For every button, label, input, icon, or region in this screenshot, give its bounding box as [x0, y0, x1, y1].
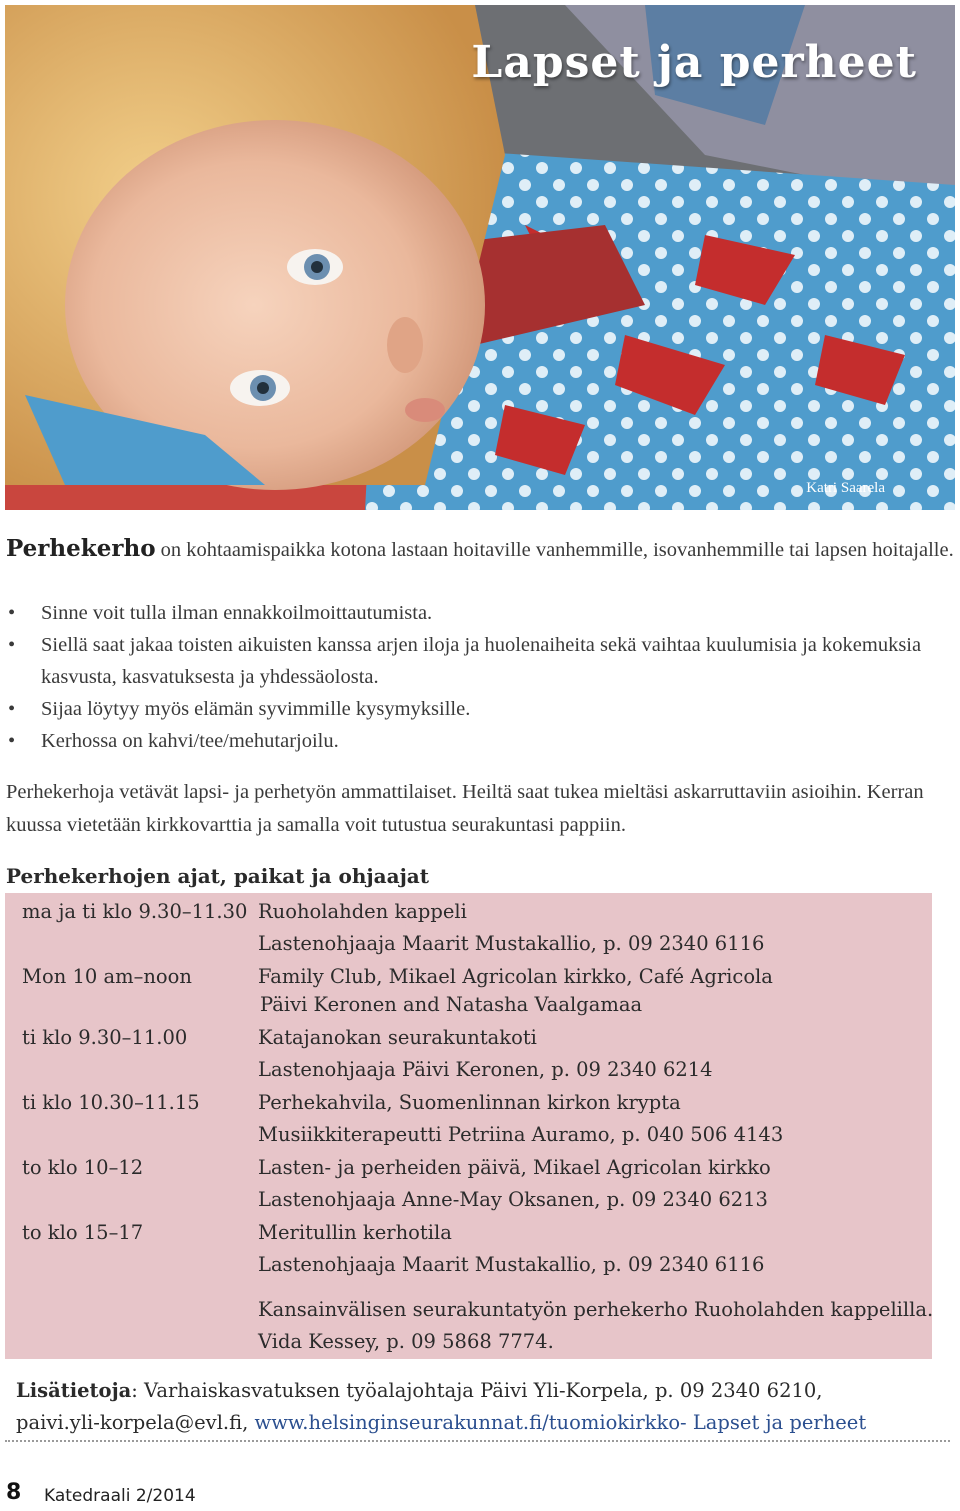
international-club-contact: Vida Kessey, p. 09 5868 7774. — [258, 1330, 554, 1353]
publication-name: Katedraali 2/2014 — [44, 1486, 196, 1506]
schedule-heading: Perhekerhojen ajat, paikat ja ohjaajat — [6, 864, 429, 888]
email-link[interactable]: paivi.yli-korpela@evl.fi, — [16, 1411, 249, 1434]
intro-paragraph — [6, 533, 954, 566]
schedule-leader: Päivi Keronen and Natasha Vaalgamaa — [260, 993, 643, 1016]
schedule-place: Katajanokan seurakuntakoti — [258, 1026, 537, 1049]
schedule-time: to klo 15–17 — [22, 1221, 144, 1244]
international-club-line: Kansainvälisen seurakuntatyön perhekerho Ruoholahden kappelilla. — [258, 1298, 934, 1321]
staff-paragraph: Perhekerhoja vetävät lapsi- ja perhetyön ammattilaiset. Heiltä saat tukea mieltäsi askarruttaviin asioihin. Kerran kuussa vietetään kirkkovarttia ja samalla voit tutustua seurakuntasi pappiin. — [6, 781, 924, 836]
schedule-leader: Musiikkiterapeutti Petriina Auramo, p. 040 506 4143 — [258, 1123, 784, 1146]
list-item: • Kerhossa on kahvi/tee/mehutarjoilu. — [6, 725, 954, 757]
schedule-leader: Lastenohjaaja Maarit Mustakallio, p. 09 2340 6116 — [258, 932, 765, 955]
schedule-leader: Lastenohjaaja Päivi Keronen, p. 09 2340 6214 — [258, 1058, 713, 1081]
schedule-place: Lasten- ja perheiden päivä, Mikael Agricolan kirkko — [258, 1156, 771, 1179]
bullet-icon: • — [8, 730, 16, 752]
photo-credit: Katri Saarela — [806, 480, 885, 496]
schedule-place: Ruoholahden kappeli — [258, 900, 467, 923]
bullet-icon: • — [8, 602, 16, 624]
list-item: • Sijaa löytyy myös elämän syvimmille kysymyksille. — [6, 693, 954, 725]
bullet-icon: • — [8, 634, 16, 656]
page-number: 8 — [6, 1480, 22, 1505]
more-info — [16, 1375, 946, 1439]
more-info-text: : Varhaiskasvatuksen työalajohtaja Päivi Yli-Korpela, p. 09 2340 6210, — [131, 1379, 823, 1402]
website-link[interactable]: www.helsinginseurakunnat.fi/tuomiokirkko- Lapset ja perheet — [254, 1411, 867, 1434]
schedule-time: ma ja ti klo 9.30–11.30 — [22, 900, 248, 923]
schedule-leader: Lastenohjaaja Maarit Mustakallio, p. 09 2340 6116 — [258, 1253, 765, 1276]
list-item: • Sinne voit tulla ilman ennakkoilmoittautumista. — [6, 597, 954, 629]
schedule-time: ti klo 9.30–11.00 — [22, 1026, 188, 1049]
bullet-icon: • — [8, 698, 16, 720]
intro-text: on kohtaamispaikka kotona lastaan hoitaville vanhemmille, isovanhemmille tai lapsen hoitajalle. — [155, 539, 954, 561]
hero-photo — [5, 5, 955, 510]
schedule-leader: Lastenohjaaja Anne-May Oksanen, p. 09 2340 6213 — [258, 1188, 768, 1211]
intro-lead: Perhekerho — [6, 535, 156, 562]
list-item: • Siellä saat jakaa toisten aikuisten kanssa arjen iloja ja huolenaiheita sekä vaihtaa kuulumisia ja kokemuksia kasvusta, kasvatuksesta ja yhdessäolosta. — [6, 629, 954, 693]
more-info-label: Lisätietoja — [16, 1379, 132, 1402]
schedule-time: Mon 10 am–noon — [22, 965, 192, 988]
page-title: Lapset ja perheet — [471, 37, 917, 88]
schedule-time: to klo 10–12 — [22, 1156, 144, 1179]
feature-list — [6, 597, 954, 757]
schedule-place: Meritullin kerhotila — [258, 1221, 452, 1244]
dotted-divider — [5, 1440, 950, 1442]
schedule-time: ti klo 10.30–11.15 — [22, 1091, 200, 1114]
schedule-place: Perhekahvila, Suomenlinnan kirkon krypta — [258, 1091, 681, 1114]
schedule-place: Family Club, Mikael Agricolan kirkko, Café Agricola — [258, 965, 773, 988]
